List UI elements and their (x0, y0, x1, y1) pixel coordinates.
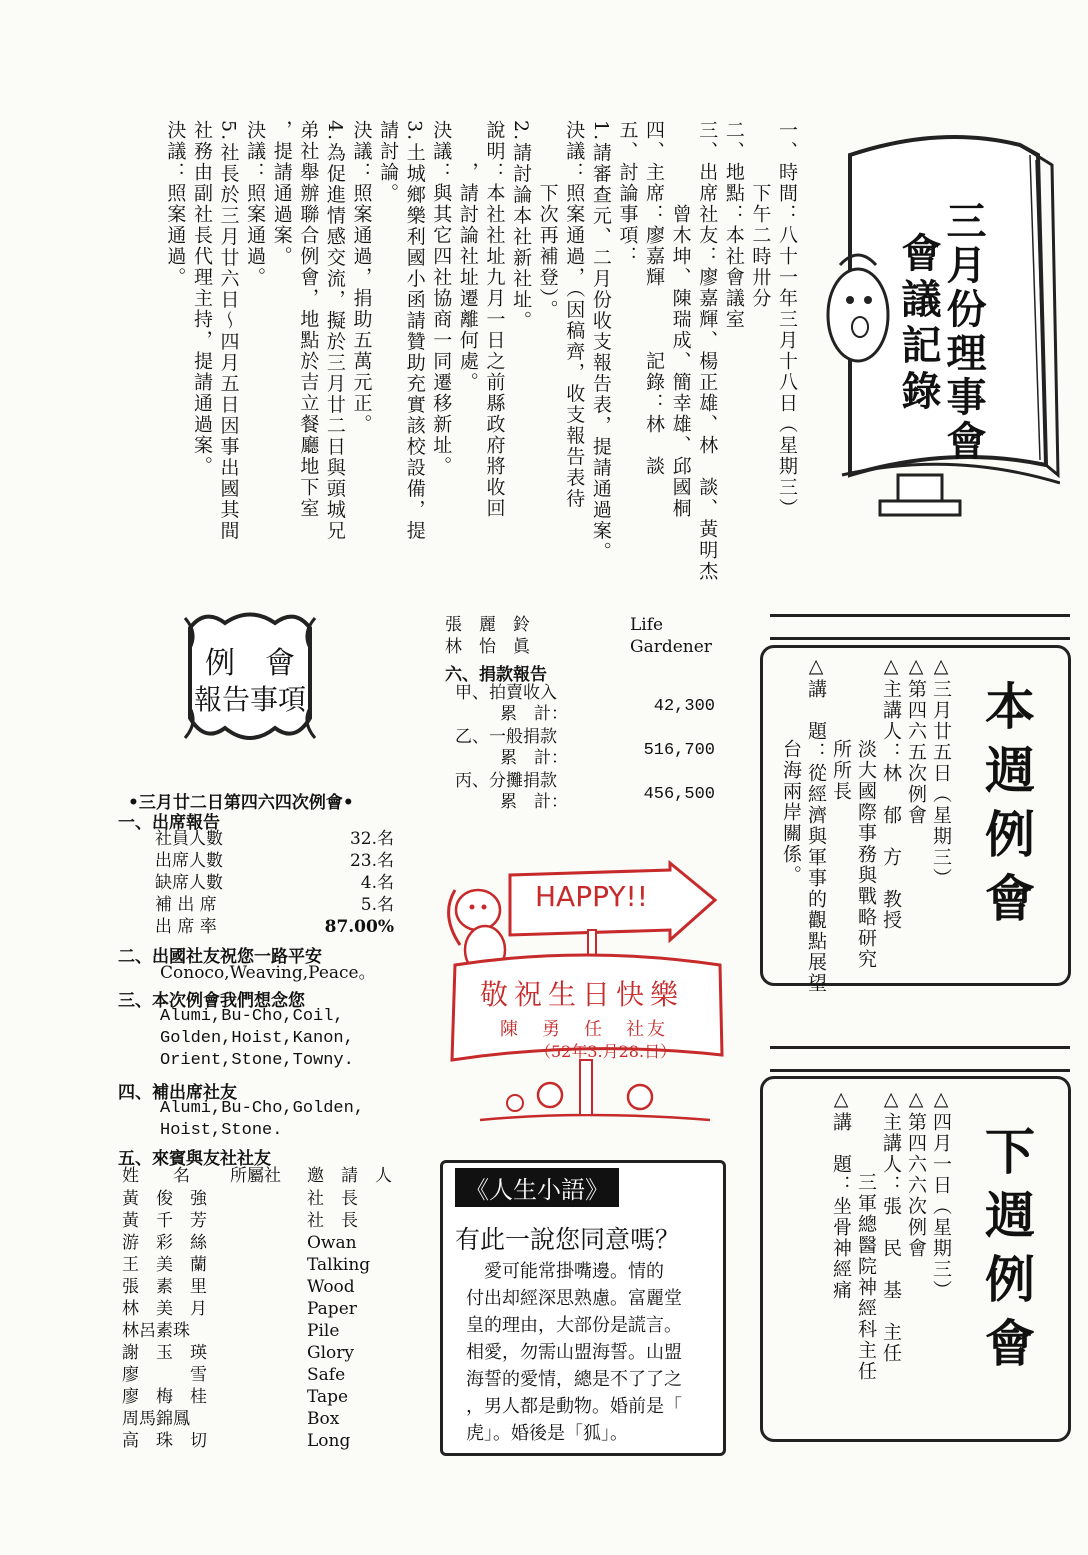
this-week-line: △第四六五次例會 (905, 655, 927, 826)
guest-inviter: Paper (307, 1299, 357, 1319)
guest-row (122, 1386, 402, 1408)
minutes-column: 下午二時卅分 (749, 120, 772, 309)
minutes-column: 1.請審查元、二月份收支報告表，提請通過案。 (589, 120, 612, 563)
saying-text (466, 1258, 682, 1447)
guest-name: 高 珠 切 (122, 1431, 207, 1451)
this-week-line: 所所長 (830, 655, 852, 802)
next-week-line: △四月一日（星期三） (930, 1088, 952, 1301)
guest-row (122, 1408, 402, 1430)
saying-headline: 有此一說您同意嗎？ (455, 1225, 681, 1254)
minutes-column: 弟社舉辦聯合例會，地點於吉立餐廳地下室 (297, 120, 320, 519)
sec4-list (160, 1098, 364, 1142)
attendance-value: 23.名 (349, 851, 394, 871)
minutes-column: 曾木坤、陳瑞成、簡幸雄、邱國桐 (669, 120, 692, 519)
this-week-scroll (770, 614, 1070, 640)
guest-inviter: Pile (307, 1321, 340, 1341)
birthday-card (440, 855, 730, 1130)
sec2-title: 二、出國社友祝您一路平安 (118, 947, 322, 967)
minutes-column: 四、主席：廖嘉輝 記錄：林 談 (643, 120, 666, 477)
guest-name: 謝 玉 瑛 (122, 1343, 207, 1363)
guest-name: 廖 梅 桂 (122, 1387, 207, 1407)
saying-line: 愛可能常掛嘴邊。情的 (466, 1261, 664, 1282)
guest-name: 周馬錦鳳 (122, 1409, 190, 1429)
donation-row (455, 726, 715, 770)
guest-list-cont (445, 614, 725, 658)
attendance-value: 32.名 (349, 829, 394, 849)
guest-header-name: 姓 名 (122, 1166, 190, 1186)
guest-name: 張 素 里 (122, 1277, 207, 1297)
guest-name: 林 美 月 (122, 1299, 207, 1319)
attendance-label: 缺席人數 (155, 873, 223, 893)
sec2-text: Conoco,Weaving,Peace。 (160, 963, 376, 983)
this-week-details (778, 655, 953, 994)
donation-row (455, 682, 715, 726)
guest-name: 黃 千 芳 (122, 1211, 207, 1231)
this-week-line: △主講人：林 郁 方 教授 (880, 655, 902, 931)
saying-line: 皇的理由，大部份是謊言。 (466, 1315, 682, 1336)
guest-row (122, 1364, 402, 1386)
minutes-column: ，提請通過案。 (270, 120, 293, 267)
sec4-title: 四、補出席社友 (118, 1083, 237, 1103)
minutes-column: 3.土城鄉樂利國小函請贊助充實該校設備，提 (403, 120, 426, 542)
guest-header-club: 所屬社 (230, 1166, 281, 1186)
donation-label: 丙、分攤捐款 (455, 771, 557, 791)
meeting-title: •三月廿二日第四六四次例會• (128, 793, 354, 813)
saying-line: 海誓的愛情，總是不了了之 (466, 1369, 682, 1390)
guest-inviter: Long (307, 1431, 351, 1451)
donation-cumulative-label: 累 計： (500, 792, 568, 812)
guest-inviter: 社 長 (307, 1189, 358, 1209)
this-week-title: 本週例會 (977, 680, 1035, 936)
donation-row (455, 770, 715, 814)
guest-inviter: Wood (307, 1277, 355, 1297)
attendance-value: 4.名 (360, 873, 394, 893)
attendance-row (155, 894, 400, 916)
guest-inviter: Safe (307, 1365, 346, 1385)
donation-list (455, 682, 715, 814)
next-week-line: 三軍總醫院神經科主任 (855, 1088, 877, 1382)
donation-value: 456,500 (643, 785, 715, 804)
attendance-row (155, 916, 400, 938)
sec1-title: 一、出席報告 (118, 813, 220, 833)
board-title-line1: 三月份理事會 (940, 200, 986, 464)
sec6-title: 六、捐款報告 (445, 665, 547, 685)
next-week-line: △主講人：張 民 基 主任 (880, 1088, 902, 1364)
this-week-line: △講 題：從經濟與軍事的觀點展望 (805, 655, 827, 994)
minutes-column: 4.為促進情感交流，擬於三月廿二日與頭城兄 (323, 120, 346, 542)
guest-list (122, 1188, 402, 1452)
attendance-label: 補 出 席 (155, 895, 217, 915)
guest-row (122, 1276, 402, 1298)
guest-row (122, 1320, 402, 1342)
minutes-column: 社務由副社長代理主持，提請通過案。 (190, 120, 213, 477)
next-week-title: 下週例會 (977, 1125, 1035, 1381)
board-minutes (162, 120, 800, 582)
attendance-row (155, 828, 400, 850)
minutes-column: 決議：照案通過，（因稿齊，收支報告表待 (563, 120, 586, 510)
guest-inviter: Talking (307, 1255, 371, 1275)
birthday-sign: HAPPY!! (535, 880, 648, 913)
attendance-list (155, 828, 400, 938)
sec3-title: 三、本次例會我們想念您 (118, 991, 305, 1011)
guest-inviter: Glory (307, 1343, 354, 1363)
guest-inviter: Owan (307, 1233, 357, 1253)
missed-member-line: Golden,Hoist,Kanon, (160, 1029, 354, 1048)
minutes-column: 請討論。 (377, 120, 400, 204)
minutes-column: 五、討論事項： (616, 120, 639, 267)
guest-name: 游 彩 絲 (122, 1233, 207, 1253)
attendance-row (155, 872, 400, 894)
donation-cumulative-label: 累 計： (500, 704, 568, 724)
guest-row (445, 614, 725, 636)
next-week-line: △講 題：坐骨神經痛 (830, 1088, 852, 1301)
minutes-column: 5.社長於三月廿六日～四月五日因事出國其間 (217, 120, 240, 542)
attendance-value: 5.名 (360, 895, 394, 915)
minutes-column: 決議：與其它四社協商一同遷移新址。 (430, 120, 453, 477)
sec3-list (160, 1006, 354, 1072)
guest-row (122, 1430, 402, 1452)
saying-line: 付出却經深思熟慮。富麗堂 (466, 1288, 682, 1309)
guest-header-inviter: 邀 請 人 (307, 1166, 392, 1186)
minutes-column: 三、出席社友：廖嘉輝、楊正雄、林 談、黃明杰 (696, 120, 719, 582)
donation-value: 42,300 (653, 697, 715, 716)
missed-member-line: Orient,Stone,Towny. (160, 1051, 354, 1070)
this-week-line: 淡大國際事務與戰略研究 (855, 655, 877, 970)
next-week-scroll (770, 1046, 1070, 1072)
badge-line2: 報告事項 (193, 683, 306, 716)
attendance-label: 出席人數 (155, 851, 223, 871)
board-title-line2: 會議記錄 (895, 232, 941, 416)
guest-name: 廖 雪 (122, 1365, 207, 1385)
donation-label: 乙、一般捐款 (455, 727, 557, 747)
minutes-column: 說明：本社社址九月一日之前縣政府將收回 (483, 120, 506, 519)
minutes-column: 決議：照案通過，捐助五萬元正。 (350, 120, 373, 435)
minutes-column: 二、地點：本社會議室 (722, 120, 745, 330)
minutes-column: ，請討論社址遷離何處。 (456, 120, 479, 393)
this-week-line: △三月廿五日（星期三） (930, 655, 952, 889)
guest-row (122, 1210, 402, 1232)
next-week-details (828, 1088, 953, 1428)
guest-row (122, 1232, 402, 1254)
makeup-member-line: Alumi,Bu-Cho,Golden, (160, 1099, 365, 1118)
donation-value: 516,700 (643, 741, 715, 760)
donation-cumulative-label: 累 計： (500, 748, 568, 768)
guest-name: 林 怡 眞 (445, 637, 530, 657)
guest-name: 黃 俊 強 (122, 1189, 207, 1209)
guest-row (122, 1342, 402, 1364)
saying-line: 虎」。婚後是「狐」。 (466, 1423, 628, 1444)
guest-row (122, 1254, 402, 1276)
guest-row (122, 1188, 402, 1210)
guest-row (445, 636, 725, 658)
minutes-column: 決議：照案通過。 (244, 120, 267, 288)
minutes-column: 一、時間：八十一年三月十八日（星期三） (776, 120, 798, 519)
guest-inviter: Box (307, 1409, 340, 1429)
minutes-column: 決議：照案通過。 (164, 120, 187, 288)
birthday-name: 陳 勇 任 社友 (500, 1019, 668, 1040)
guest-inviter: Life (630, 615, 664, 635)
guest-name: 張 麗 鈴 (445, 615, 530, 635)
donation-label: 甲、拍賣收入 (455, 683, 557, 703)
saying-line: ，男人都是動物。婚前是「 (466, 1396, 682, 1417)
badge-line1: 例 會 (205, 646, 295, 681)
guest-header (122, 1165, 402, 1187)
guest-name: 王 美 蘭 (122, 1255, 207, 1275)
attendance-label: 出 席 率 (155, 917, 217, 937)
guest-inviter: 社 長 (307, 1211, 358, 1231)
makeup-member-line: Hoist,Stone. (160, 1121, 283, 1140)
guest-row (122, 1298, 402, 1320)
saying-line: 相愛，勿需山盟海誓。山盟 (466, 1342, 682, 1363)
saying-title: 《人生小語》 (455, 1168, 619, 1207)
guest-inviter: Gardener (630, 637, 712, 657)
minutes-column: 下次再補登）。 (536, 120, 559, 321)
missed-member-line: Alumi,Bu-Cho,Coil, (160, 1007, 344, 1026)
minutes-column: 2.請討論本社新社址。 (510, 120, 533, 332)
this-week-line: 台海兩岸關係。 (780, 655, 802, 886)
attendance-row (155, 850, 400, 872)
guest-inviter: Tape (307, 1387, 349, 1407)
attendance-label: 社員人數 (155, 829, 223, 849)
birthday-title: 敬祝生日快樂 (480, 978, 685, 1011)
sec5-title: 五、來賓與友社社友 (118, 1149, 271, 1169)
report-badge (180, 608, 320, 748)
birthday-date: （52年3.月28.日） (535, 1042, 677, 1061)
attendance-value: 87.00% (324, 917, 394, 937)
next-week-line: △第四六六次例會 (905, 1088, 927, 1259)
guest-name: 林呂素珠 (122, 1321, 190, 1341)
